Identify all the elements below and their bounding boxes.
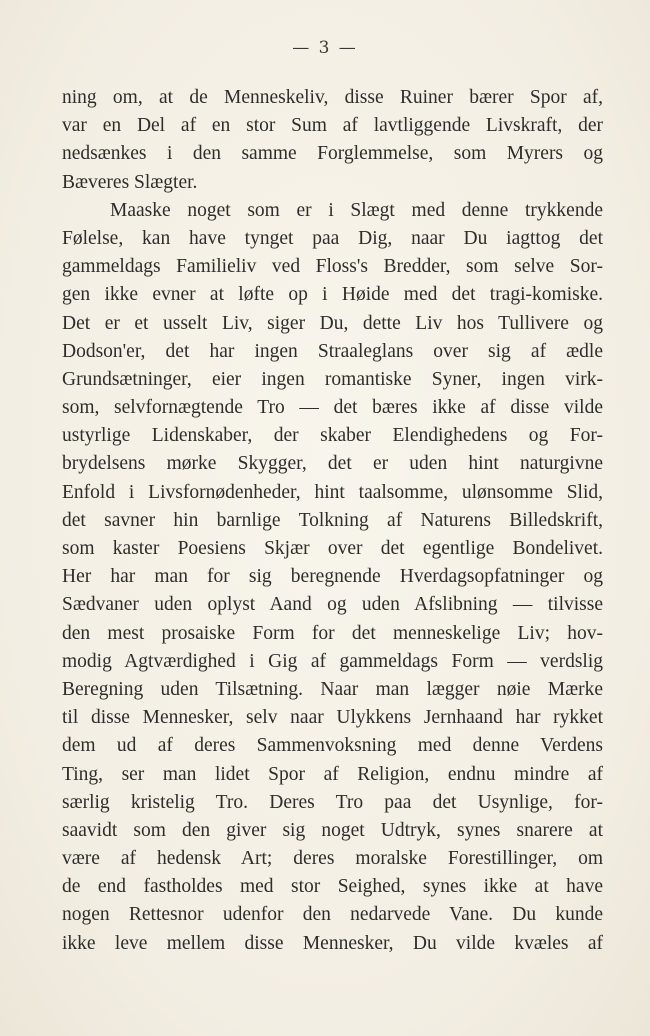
text-line: Bæveres Slægter. [62, 171, 198, 193]
text-line: Dodson'er, det har ingen Straaleglans over sig af ædle [62, 340, 603, 362]
text-line: var en Del af en stor Sum af lavtliggende Livskraft, der [62, 115, 603, 137]
text-line: til disse Mennesker, selv naar Ulykkens Jernhaand har rykket [62, 707, 603, 729]
text-line: Sædvaner uden oplyst Aand og uden Afslibning — tilvisse [62, 594, 603, 616]
text-line: brydelsens mørke Skygger, det er uden hint naturgivne [62, 453, 603, 475]
text-line: Beregning uden Tilsætning. Naar man lægger nøie Mærke [62, 678, 603, 700]
text-line: den mest prosaiske Form for det menneskelige Liv; hov- [62, 622, 603, 644]
text-line: Maaske noget som er i Slægt med denne trykkende [110, 199, 603, 221]
text-line: Her har man for sig beregnende Hverdagsopfatninger og [62, 566, 603, 588]
text-line: gammeldags Familieliv ved Floss's Bredder, som selve Sor- [62, 256, 603, 278]
text-line: dem ud af deres Sammenvoksning med denne Verdens [62, 735, 603, 757]
text-line: ikke leve mellem disse Mennesker, Du vilde kvæles af [62, 932, 603, 954]
text-line: de end fastholdes med stor Seighed, synes ikke at have [62, 876, 603, 898]
text-line: særlig kristelig Tro. Deres Tro paa det Usynlige, for- [62, 791, 603, 813]
text-line: være af hedensk Art; deres moralske Forestillinger, om [62, 848, 603, 870]
text-line: som, selvfornægtende Tro — det bæres ikke af disse vilde [62, 397, 603, 419]
text-line: Følelse, kan have tynget paa Dig, naar Du iagttog det [62, 227, 603, 249]
text-line: Grundsætninger, eier ingen romantiske Syner, ingen virk- [62, 368, 603, 390]
text-line: nedsænkes i den samme Forglemmelse, som Myrers og [62, 143, 603, 165]
text-line: som kaster Poesiens Skjær over det egentlige Bondelivet. [62, 538, 603, 559]
text-line: ning om, at de Menneskeliv, disse Ruiner bærer Spor af, [62, 87, 603, 108]
page-number: — 3 — [292, 38, 358, 58]
text-line: gen ikke evner at løfte op i Høide med det tragi-komiske. [62, 284, 603, 306]
text-line: Ting, ser man lidet Spor af Religion, endnu mindre af [62, 763, 603, 785]
body-text [62, 84, 603, 958]
text-line: Det er et usselt Liv, siger Du, dette Liv hos Tullivere og [62, 312, 603, 334]
text-line: saavidt som den giver sig noget Udtryk, synes snarere at [62, 819, 603, 841]
text-line: nogen Rettesnor udenfor den nedarvede Vane. Du kunde [62, 904, 603, 926]
text-line: Enfold i Livsfornødenheder, hint taalsomme, ulønsomme Slid, [62, 481, 603, 503]
text-line: ustyrlige Lidenskaber, der skaber Elendighedens og For- [62, 425, 603, 447]
text-line: det savner hin barnlige Tolkning af Naturens Billedskrift, [62, 509, 603, 531]
text-line: modig Agtværdighed i Gig af gammeldags Form — verdslig [62, 650, 603, 672]
